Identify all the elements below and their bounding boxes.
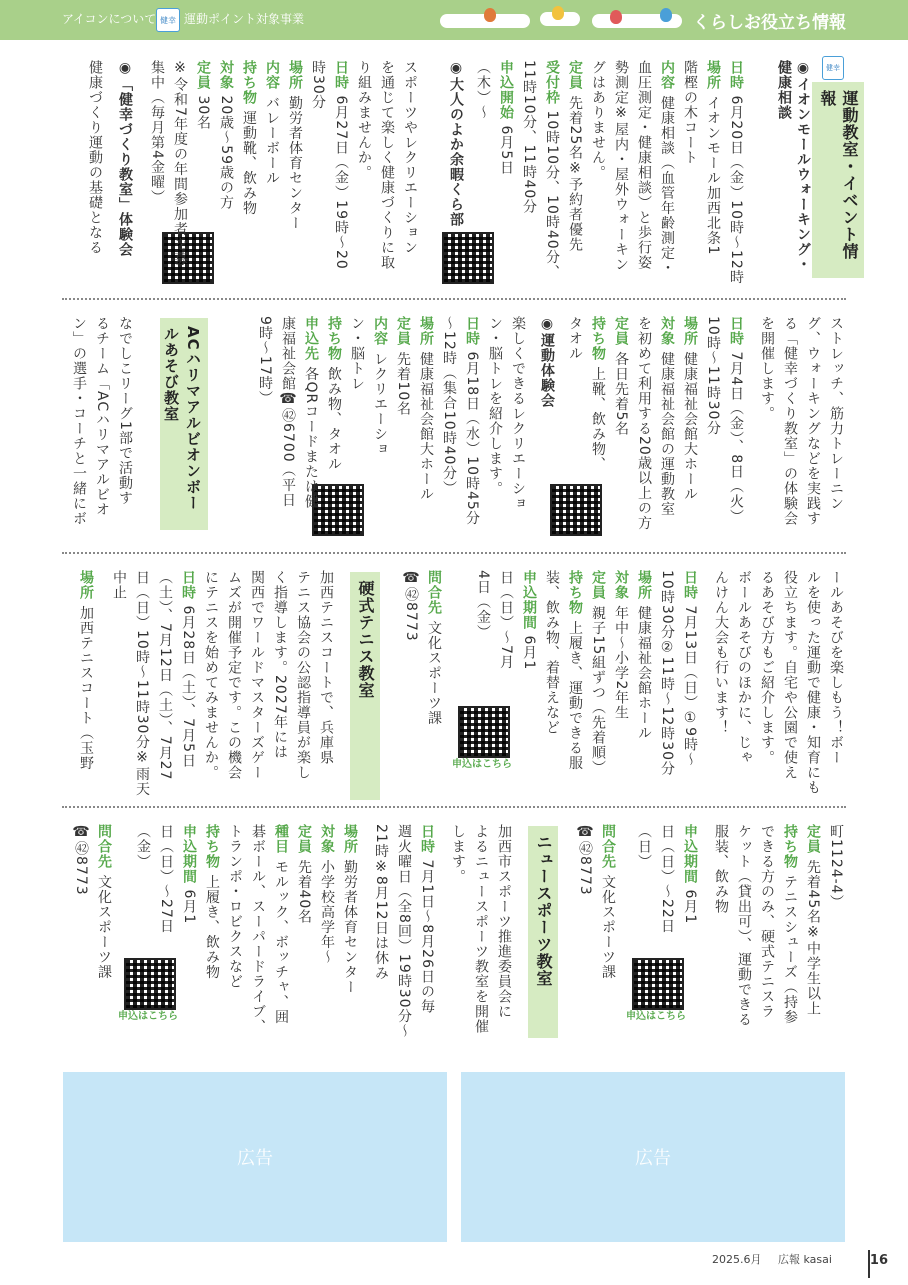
section-title: ACハリマアルビオンボールあそび教室 bbox=[160, 318, 208, 530]
text-line: ～12時（集合10時40分） bbox=[441, 316, 457, 496]
event-apply-period: 申込期間 6月1 bbox=[521, 570, 537, 671]
text-line: ケット（貸出可）、運動できる bbox=[736, 824, 752, 1027]
text-line: 11時10分、11時40分 bbox=[521, 60, 537, 215]
event-datetime: 日時 6月18日（水）10時45分 bbox=[464, 316, 480, 526]
event-place: 場所 勤労者体育センター bbox=[287, 60, 303, 231]
text-line: トランポ・ロビクスなど bbox=[227, 824, 243, 989]
event-datetime: 日時 6月27日（金）19時～20 bbox=[333, 60, 349, 270]
event-capacity: 定員 先着25名※予約者優先 bbox=[567, 60, 583, 253]
text-line: ルを使った運動で健康・知育にも bbox=[805, 570, 821, 795]
event-title: ◉運動体験会 bbox=[539, 316, 555, 408]
qr-code[interactable] bbox=[632, 958, 684, 1010]
event-target: 対象 健康福祉会館の運動教室 bbox=[659, 316, 675, 517]
text-line: ン・脳トレ bbox=[349, 316, 365, 391]
text-line: を開催します。 bbox=[759, 316, 775, 421]
section-title: 運動教室・イベント情報 bbox=[812, 82, 864, 278]
text-line: り組みませんか。 bbox=[356, 60, 372, 180]
event-content: 内容 レクリエーショ bbox=[372, 316, 388, 457]
qr-code[interactable] bbox=[442, 232, 494, 284]
text-line: グ、ウォーキングなどを実践す bbox=[805, 316, 821, 526]
qr-code[interactable] bbox=[550, 484, 602, 536]
ad-space-left[interactable]: 広告 bbox=[63, 1072, 447, 1242]
page-header bbox=[0, 0, 908, 40]
event-items: 持ち物 飲み物、タオル bbox=[326, 316, 342, 472]
event-place: 場所 健康福祉会館ホール bbox=[636, 570, 652, 741]
text-line: 10時～11時30分 bbox=[705, 316, 721, 436]
qr-code[interactable] bbox=[124, 958, 176, 1010]
text-line: ※令和7年度の年間参加者を募 bbox=[172, 60, 188, 267]
event-items: 持ち物 運動靴、飲み物 bbox=[241, 60, 257, 216]
text-line: ン」の選手・コーチと一緒にボ bbox=[71, 316, 87, 526]
qr-caption[interactable]: 申込はこちら bbox=[452, 759, 512, 770]
event-datetime: 日時 6月20日（金）10時～12時 bbox=[728, 60, 744, 285]
text-line: します。 bbox=[450, 824, 466, 884]
event-items: 持ち物 テニスシューズ（持参 bbox=[782, 824, 798, 1025]
text-line: 関西でワールドマスターズゲー bbox=[249, 570, 265, 780]
page-title: くらしお役立ち情報 bbox=[693, 13, 846, 33]
event-contact: 問合先 文化スポーツ課 bbox=[600, 824, 616, 980]
text-line: 碁ボール、スーパードライブ、 bbox=[250, 824, 266, 1034]
text-line: ボールあそびのほかに、じゃ bbox=[736, 570, 752, 765]
event-capacity: 定員 30名 bbox=[195, 60, 211, 131]
text-line: 日（日）～27日 bbox=[158, 824, 174, 934]
event-place: 場所 健康福祉会館大ホール bbox=[418, 316, 434, 502]
event-capacity: 定員 先着10名 bbox=[395, 316, 411, 417]
event-capacity: 定員 先着45名※中学生以上 bbox=[805, 824, 821, 1017]
text-line: 勢測定※屋内・屋外ウォーキン bbox=[613, 60, 629, 272]
event-place: 場所 勤労者体育センター bbox=[342, 824, 358, 995]
event-items: 持ち物 上履き、飲み物 bbox=[204, 824, 220, 980]
divider bbox=[62, 298, 846, 300]
event-content: 内容 健康相談（血管年齢測定・ bbox=[659, 60, 675, 276]
text-line: ムズが開催予定です。この機会 bbox=[226, 570, 242, 780]
balloon-icon bbox=[484, 8, 496, 22]
divider bbox=[62, 806, 846, 808]
text-line: ールあそびを楽しもう！ボー bbox=[828, 570, 844, 765]
ad-space-right[interactable]: 広告 bbox=[461, 1072, 845, 1242]
text-line: 中止 bbox=[111, 570, 127, 600]
event-contact: 問合先 文化スポーツ課 bbox=[426, 570, 442, 726]
text-line: 9時～17時） bbox=[257, 316, 273, 406]
text-line: タオル bbox=[567, 316, 583, 361]
text-line: よるニュースポーツ教室を開催 bbox=[473, 824, 489, 1034]
badge-description: 運動ポイント対象事業 bbox=[184, 12, 305, 26]
event-capacity: 定員 先着40名 bbox=[296, 824, 312, 925]
event-datetime: 日時 7月13日（日）①9時～ bbox=[682, 570, 698, 768]
text-line: （金） bbox=[135, 824, 151, 869]
event-apply-to: 申込先 各QRコードまたは健 bbox=[303, 316, 319, 510]
qr-caption[interactable]: 申込はこちら bbox=[118, 1011, 178, 1022]
event-content: 内容 バレーボール bbox=[264, 60, 280, 186]
event-title: ◉「健幸づくり教室」体験会 bbox=[117, 60, 133, 257]
event-contact: 問合先 文化スポーツ課 bbox=[96, 824, 112, 980]
divider bbox=[62, 552, 846, 554]
text-line: 康福祉会館☎㊷6700（平日 bbox=[280, 316, 296, 508]
text-line: く指導します。2027年には bbox=[272, 570, 288, 760]
text-line: できる方のみ、硬式テニスラ bbox=[759, 824, 775, 1019]
event-capacity: 定員 親子15組ずつ（先着順） bbox=[590, 570, 606, 776]
text-line: 加西テニスコートで、兵庫県 bbox=[318, 570, 334, 765]
text-line: 装、飲み物、着替えなど bbox=[544, 570, 560, 735]
section-title: 硬式テニス教室 bbox=[350, 572, 380, 800]
text-line: 町1124-4） bbox=[828, 824, 844, 910]
event-target: 対象 小学校高学年～ bbox=[319, 824, 335, 965]
text-line: 日（日）～7月 bbox=[498, 570, 514, 670]
text-line: 役立ちます。自宅や公園で使え bbox=[782, 570, 798, 780]
text-line: 21時※8月12日は休み bbox=[373, 824, 389, 981]
text-line: ストレッチ、筋力トレーニン bbox=[828, 316, 844, 511]
kenko-badge-icon: 健幸 bbox=[822, 56, 844, 80]
event-place: 場所 イオンモール加西北条1 bbox=[705, 60, 721, 256]
qr-code[interactable] bbox=[458, 706, 510, 758]
event-items: 持ち物 上履き、運動できる服 bbox=[567, 570, 583, 771]
text-line: 血圧測定・健康相談）と歩行姿 bbox=[636, 60, 652, 270]
page-number: 16 bbox=[869, 1253, 888, 1268]
text-line: を通じて楽しく健康づくりに取 bbox=[379, 60, 395, 270]
text-line: ン・脳トレを紹介します。 bbox=[487, 316, 503, 496]
section-title: ニュースポーツ教室 bbox=[528, 826, 558, 1038]
text-line: （木）～ bbox=[475, 60, 491, 120]
text-line: ☎㊷8773 bbox=[577, 824, 593, 896]
event-title: ◉大人のよか余暇くら部 bbox=[448, 60, 464, 227]
text-line: んけん大会も行います！ bbox=[713, 570, 729, 735]
text-line: グはありません。 bbox=[590, 60, 606, 180]
text-line: 階樫の木コート bbox=[682, 60, 698, 165]
balloon-icon bbox=[552, 6, 564, 20]
text-line: （日） bbox=[636, 824, 652, 869]
text-line: る「健幸づくり教室」の体験会 bbox=[782, 316, 798, 526]
text-line: 4日（金） bbox=[475, 570, 491, 640]
text-line: ☎㊷8773 bbox=[403, 570, 419, 642]
text-line: 服装、飲み物 bbox=[713, 824, 729, 914]
text-line: 10時30分②11時～12時30分 bbox=[659, 570, 675, 777]
event-target: 対象 20歳～59歳の方 bbox=[218, 60, 234, 211]
icon-note: アイコンについて bbox=[62, 12, 157, 26]
event-apply-start: 申込開始 6月5日 bbox=[498, 60, 514, 176]
text-line: 楽しくできるレクリエーショ bbox=[510, 316, 526, 511]
text-line: 日（日）～22日 bbox=[659, 824, 675, 934]
text-line: るチーム「ACハリマアルビオ bbox=[94, 316, 110, 518]
text-line: 週火曜日（全8回）19時30分～ bbox=[396, 824, 412, 1039]
text-line: 時30分 bbox=[310, 60, 326, 110]
balloon-icon bbox=[610, 10, 622, 24]
text-line: なでしこリーグ1部で活動す bbox=[117, 316, 133, 506]
event-capacity: 定員 各日先着5名 bbox=[613, 316, 629, 437]
event-apply-period: 申込期間 6月1 bbox=[682, 824, 698, 925]
qr-caption[interactable]: 申込はこちら bbox=[626, 1011, 686, 1022]
event-type: 種目 モルック、ボッチャ、囲 bbox=[273, 824, 289, 1025]
event-slots: 受付枠 10時10分、10時40分、 bbox=[544, 60, 560, 280]
event-datetime: 日時 6月28日（土）、7月5日 bbox=[180, 570, 196, 768]
text-line: （土）、7月12日（土）、7月27 bbox=[157, 570, 173, 781]
text-line: スポーツやレクリエーション bbox=[402, 60, 418, 255]
event-place: 場所 健康福祉会館大ホール bbox=[682, 316, 698, 502]
balloon-icon bbox=[660, 8, 672, 22]
event-target: 対象 年中～小学2年生 bbox=[613, 570, 629, 721]
event-items: 持ち物 上靴、飲み物、 bbox=[590, 316, 606, 472]
text-line: 健康づくり運動の基礎となる bbox=[87, 60, 103, 255]
text-line: 日（日）10時～11時30分※雨天 bbox=[134, 570, 150, 797]
text-line: テニス協会の公認指導員が楽し bbox=[295, 570, 311, 780]
kenko-badge-icon: 健幸 bbox=[156, 8, 180, 32]
footer-date: 2025.6月 bbox=[712, 1253, 762, 1266]
event-apply-period: 申込期間 6月1 bbox=[181, 824, 197, 925]
event-datetime: 日時 7月1日～8月26日の毎 bbox=[419, 824, 435, 1014]
event-datetime: 日時 7月4日（金）、8日（火） bbox=[728, 316, 744, 525]
footer-publication: 広報 kasai bbox=[778, 1253, 832, 1266]
event-title: ◉イオンモールウォーキング・ 健康相談 bbox=[776, 60, 811, 272]
text-line: 加西市スポーツ推進委員会に bbox=[496, 824, 512, 1019]
text-line: るあそび方もご紹介します。 bbox=[759, 570, 775, 765]
text-line: を初めて利用する20歳以上の方 bbox=[636, 316, 652, 531]
text-line: ☎㊷8773 bbox=[73, 824, 89, 896]
text-line: 集中（毎月第4金曜） bbox=[149, 60, 165, 205]
text-line: にテニスを始めてみませんか。 bbox=[203, 570, 219, 780]
event-place: 場所 加西テニスコート（玉野 bbox=[78, 570, 94, 771]
